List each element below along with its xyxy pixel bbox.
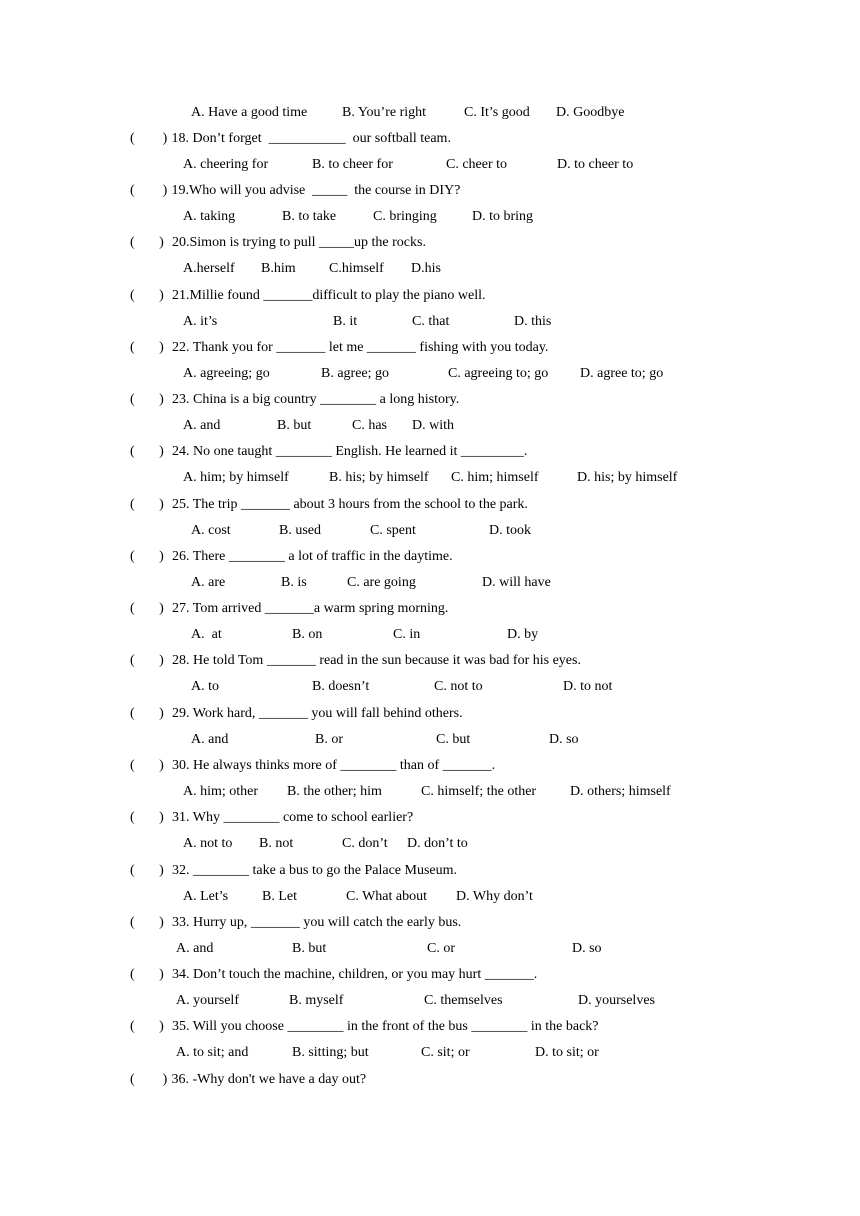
q24-answer-blank[interactable]: ( ) bbox=[130, 444, 164, 459]
q28-question: 28. He told Tom _______ read in the sun because it was bad for his eyes. bbox=[172, 653, 581, 668]
q22-option-a: A. agreeing; go bbox=[183, 366, 270, 381]
q28-option-c: C. not to bbox=[434, 679, 483, 694]
q26-option-b: B. is bbox=[281, 575, 307, 590]
q25-answer-blank[interactable]: ( ) bbox=[130, 497, 164, 512]
q20-answer-blank[interactable]: ( ) bbox=[130, 235, 164, 250]
q33-option-d: D. so bbox=[572, 941, 602, 956]
q32-answer-blank[interactable]: ( ) bbox=[130, 863, 164, 878]
q33-option-b: B. but bbox=[292, 941, 327, 956]
q19-answer-blank[interactable]: ( ) bbox=[130, 183, 168, 198]
q32-option-a: A. Let’s bbox=[183, 889, 229, 904]
q33-answer-blank[interactable]: ( ) bbox=[130, 915, 164, 930]
q20-option-b: B.him bbox=[261, 261, 296, 276]
q34-option-b: B. myself bbox=[289, 993, 344, 1008]
q27-option-b: B. on bbox=[292, 627, 323, 642]
q34-option-d: D. yourselves bbox=[578, 993, 655, 1008]
q35-option-a: A. to sit; and bbox=[176, 1045, 249, 1060]
q34-question: 34. Don’t touch the machine, children, or you may hurt _______. bbox=[172, 967, 538, 982]
q23-answer-blank[interactable]: ( ) bbox=[130, 392, 164, 407]
q24-question: 24. No one taught ________ English. He learned it _________. bbox=[172, 444, 528, 459]
q18-option-c: C. cheer to bbox=[446, 157, 508, 172]
q33-question: 33. Hurry up, _______ you will catch the early bus. bbox=[172, 915, 462, 930]
q19-option-b: B. to take bbox=[282, 209, 337, 224]
q35-option-b: B. sitting; but bbox=[292, 1045, 369, 1060]
q26-option-a: A. are bbox=[191, 575, 226, 590]
q26-option-c: C. are going bbox=[347, 575, 416, 590]
q21-question: 21.Millie found _______difficult to play the piano well. bbox=[172, 288, 486, 303]
q32-option-d: D. Why don’t bbox=[456, 889, 533, 904]
q35-answer-blank[interactable]: ( ) bbox=[130, 1019, 164, 1034]
q27-option-a: A. at bbox=[191, 627, 222, 642]
q18-option-a: A. cheering for bbox=[183, 157, 269, 172]
q27-option-d: D. by bbox=[507, 627, 539, 642]
q31-option-c: C. don’t bbox=[342, 836, 388, 851]
q30-option-c: C. himself; the other bbox=[421, 784, 537, 799]
q22-question: 22. Thank you for _______ let me _______ fishing with you today. bbox=[172, 340, 549, 355]
q29-option-c: C. but bbox=[436, 732, 471, 747]
q32-question: 32. ________ take a bus to go the Palace Museum. bbox=[172, 863, 458, 878]
q24-option-d: D. his; by himself bbox=[577, 470, 678, 485]
q29-option-d: D. so bbox=[549, 732, 579, 747]
q22-option-d: D. agree to; go bbox=[580, 366, 664, 381]
q23-option-b: B. but bbox=[277, 418, 312, 433]
q31-option-b: B. not bbox=[259, 836, 294, 851]
q17-option-d: D. Goodbye bbox=[556, 105, 625, 120]
q31-answer-blank[interactable]: ( ) bbox=[130, 810, 164, 825]
q28-answer-blank[interactable]: ( ) bbox=[130, 653, 164, 668]
q35-option-d: D. to sit; or bbox=[535, 1045, 599, 1060]
q23-option-c: C. has bbox=[352, 418, 387, 433]
q19-question: 19.Who will you advise _____ the course in DIY? bbox=[168, 183, 461, 198]
q25-option-b: B. used bbox=[279, 523, 321, 538]
q30-answer-blank[interactable]: ( ) bbox=[130, 758, 164, 773]
q20-question: 20.Simon is trying to pull _____up the rocks. bbox=[172, 235, 426, 250]
q20-option-c: C.himself bbox=[329, 261, 384, 276]
q24-option-b: B. his; by himself bbox=[329, 470, 429, 485]
q23-question: 23. China is a big country ________ a long history. bbox=[172, 392, 460, 407]
q23-option-a: A. and bbox=[183, 418, 221, 433]
q27-question: 27. Tom arrived _______a warm spring morning. bbox=[172, 601, 449, 616]
q19-option-d: D. to bring bbox=[472, 209, 534, 224]
q21-option-d: D. this bbox=[514, 314, 552, 329]
q30-option-d: D. others; himself bbox=[570, 784, 671, 799]
q27-option-c: C. in bbox=[393, 627, 421, 642]
q19-option-c: C. bringing bbox=[373, 209, 437, 224]
q24-option-c: C. him; himself bbox=[451, 470, 539, 485]
q26-question: 26. There ________ a lot of traffic in the daytime. bbox=[172, 549, 453, 564]
q27-answer-blank[interactable]: ( ) bbox=[130, 601, 164, 616]
q31-question: 31. Why ________ come to school earlier? bbox=[172, 810, 414, 825]
q30-question: 30. He always thinks more of ________ than of _______. bbox=[172, 758, 496, 773]
q21-option-a: A. it’s bbox=[183, 314, 218, 329]
q34-answer-blank[interactable]: ( ) bbox=[130, 967, 164, 982]
q25-option-c: C. spent bbox=[370, 523, 416, 538]
q25-option-a: A. cost bbox=[191, 523, 231, 538]
q23-option-d: D. with bbox=[412, 418, 454, 433]
q29-answer-blank[interactable]: ( ) bbox=[130, 706, 164, 721]
q29-option-a: A. and bbox=[191, 732, 229, 747]
q22-answer-blank[interactable]: ( ) bbox=[130, 340, 164, 355]
q26-option-d: D. will have bbox=[482, 575, 551, 590]
q21-option-b: B. it bbox=[333, 314, 358, 329]
q32-option-c: C. What about bbox=[346, 889, 428, 904]
q17-option-b: B. You’re right bbox=[342, 105, 427, 120]
q36-answer-blank[interactable]: ( ) bbox=[130, 1072, 168, 1087]
q30-option-a: A. him; other bbox=[183, 784, 259, 799]
q18-option-d: D. to cheer to bbox=[557, 157, 634, 172]
q22-option-c: C. agreeing to; go bbox=[448, 366, 549, 381]
q25-option-d: D. took bbox=[489, 523, 531, 538]
q17-option-c: C. It’s good bbox=[464, 105, 530, 120]
q21-answer-blank[interactable]: ( ) bbox=[130, 288, 164, 303]
q35-question: 35. Will you choose ________ in the front of the bus ________ in the back? bbox=[172, 1019, 599, 1034]
q35-option-c: C. sit; or bbox=[421, 1045, 470, 1060]
q25-question: 25. The trip _______ about 3 hours from the school to the park. bbox=[172, 497, 528, 512]
q26-answer-blank[interactable]: ( ) bbox=[130, 549, 164, 564]
q19-option-a: A. taking bbox=[183, 209, 236, 224]
q28-option-d: D. to not bbox=[563, 679, 613, 694]
q20-option-d: D.his bbox=[411, 261, 441, 276]
q32-option-b: B. Let bbox=[262, 889, 297, 904]
q18-answer-blank[interactable]: ( ) bbox=[130, 131, 168, 146]
q33-option-a: A. and bbox=[176, 941, 214, 956]
q30-option-b: B. the other; him bbox=[287, 784, 382, 799]
q17-option-a: A. Have a good time bbox=[191, 105, 308, 120]
q31-option-a: A. not to bbox=[183, 836, 233, 851]
q36-question: 36. -Why don't we have a day out? bbox=[168, 1072, 367, 1087]
q18-question: 18. Don’t forget ___________ our softball team. bbox=[168, 131, 451, 146]
q28-option-b: B. doesn’t bbox=[312, 679, 370, 694]
q29-option-b: B. or bbox=[315, 732, 343, 747]
q21-option-c: C. that bbox=[412, 314, 450, 329]
q34-option-a: A. yourself bbox=[176, 993, 239, 1008]
q33-option-c: C. or bbox=[427, 941, 455, 956]
q31-option-d: D. don’t to bbox=[407, 836, 468, 851]
q20-option-a: A.herself bbox=[183, 261, 235, 276]
q24-option-a: A. him; by himself bbox=[183, 470, 289, 485]
q34-option-c: C. themselves bbox=[424, 993, 503, 1008]
q22-option-b: B. agree; go bbox=[321, 366, 390, 381]
q28-option-a: A. to bbox=[191, 679, 219, 694]
q18-option-b: B. to cheer for bbox=[312, 157, 393, 172]
q29-question: 29. Work hard, _______ you will fall behind others. bbox=[172, 706, 463, 721]
